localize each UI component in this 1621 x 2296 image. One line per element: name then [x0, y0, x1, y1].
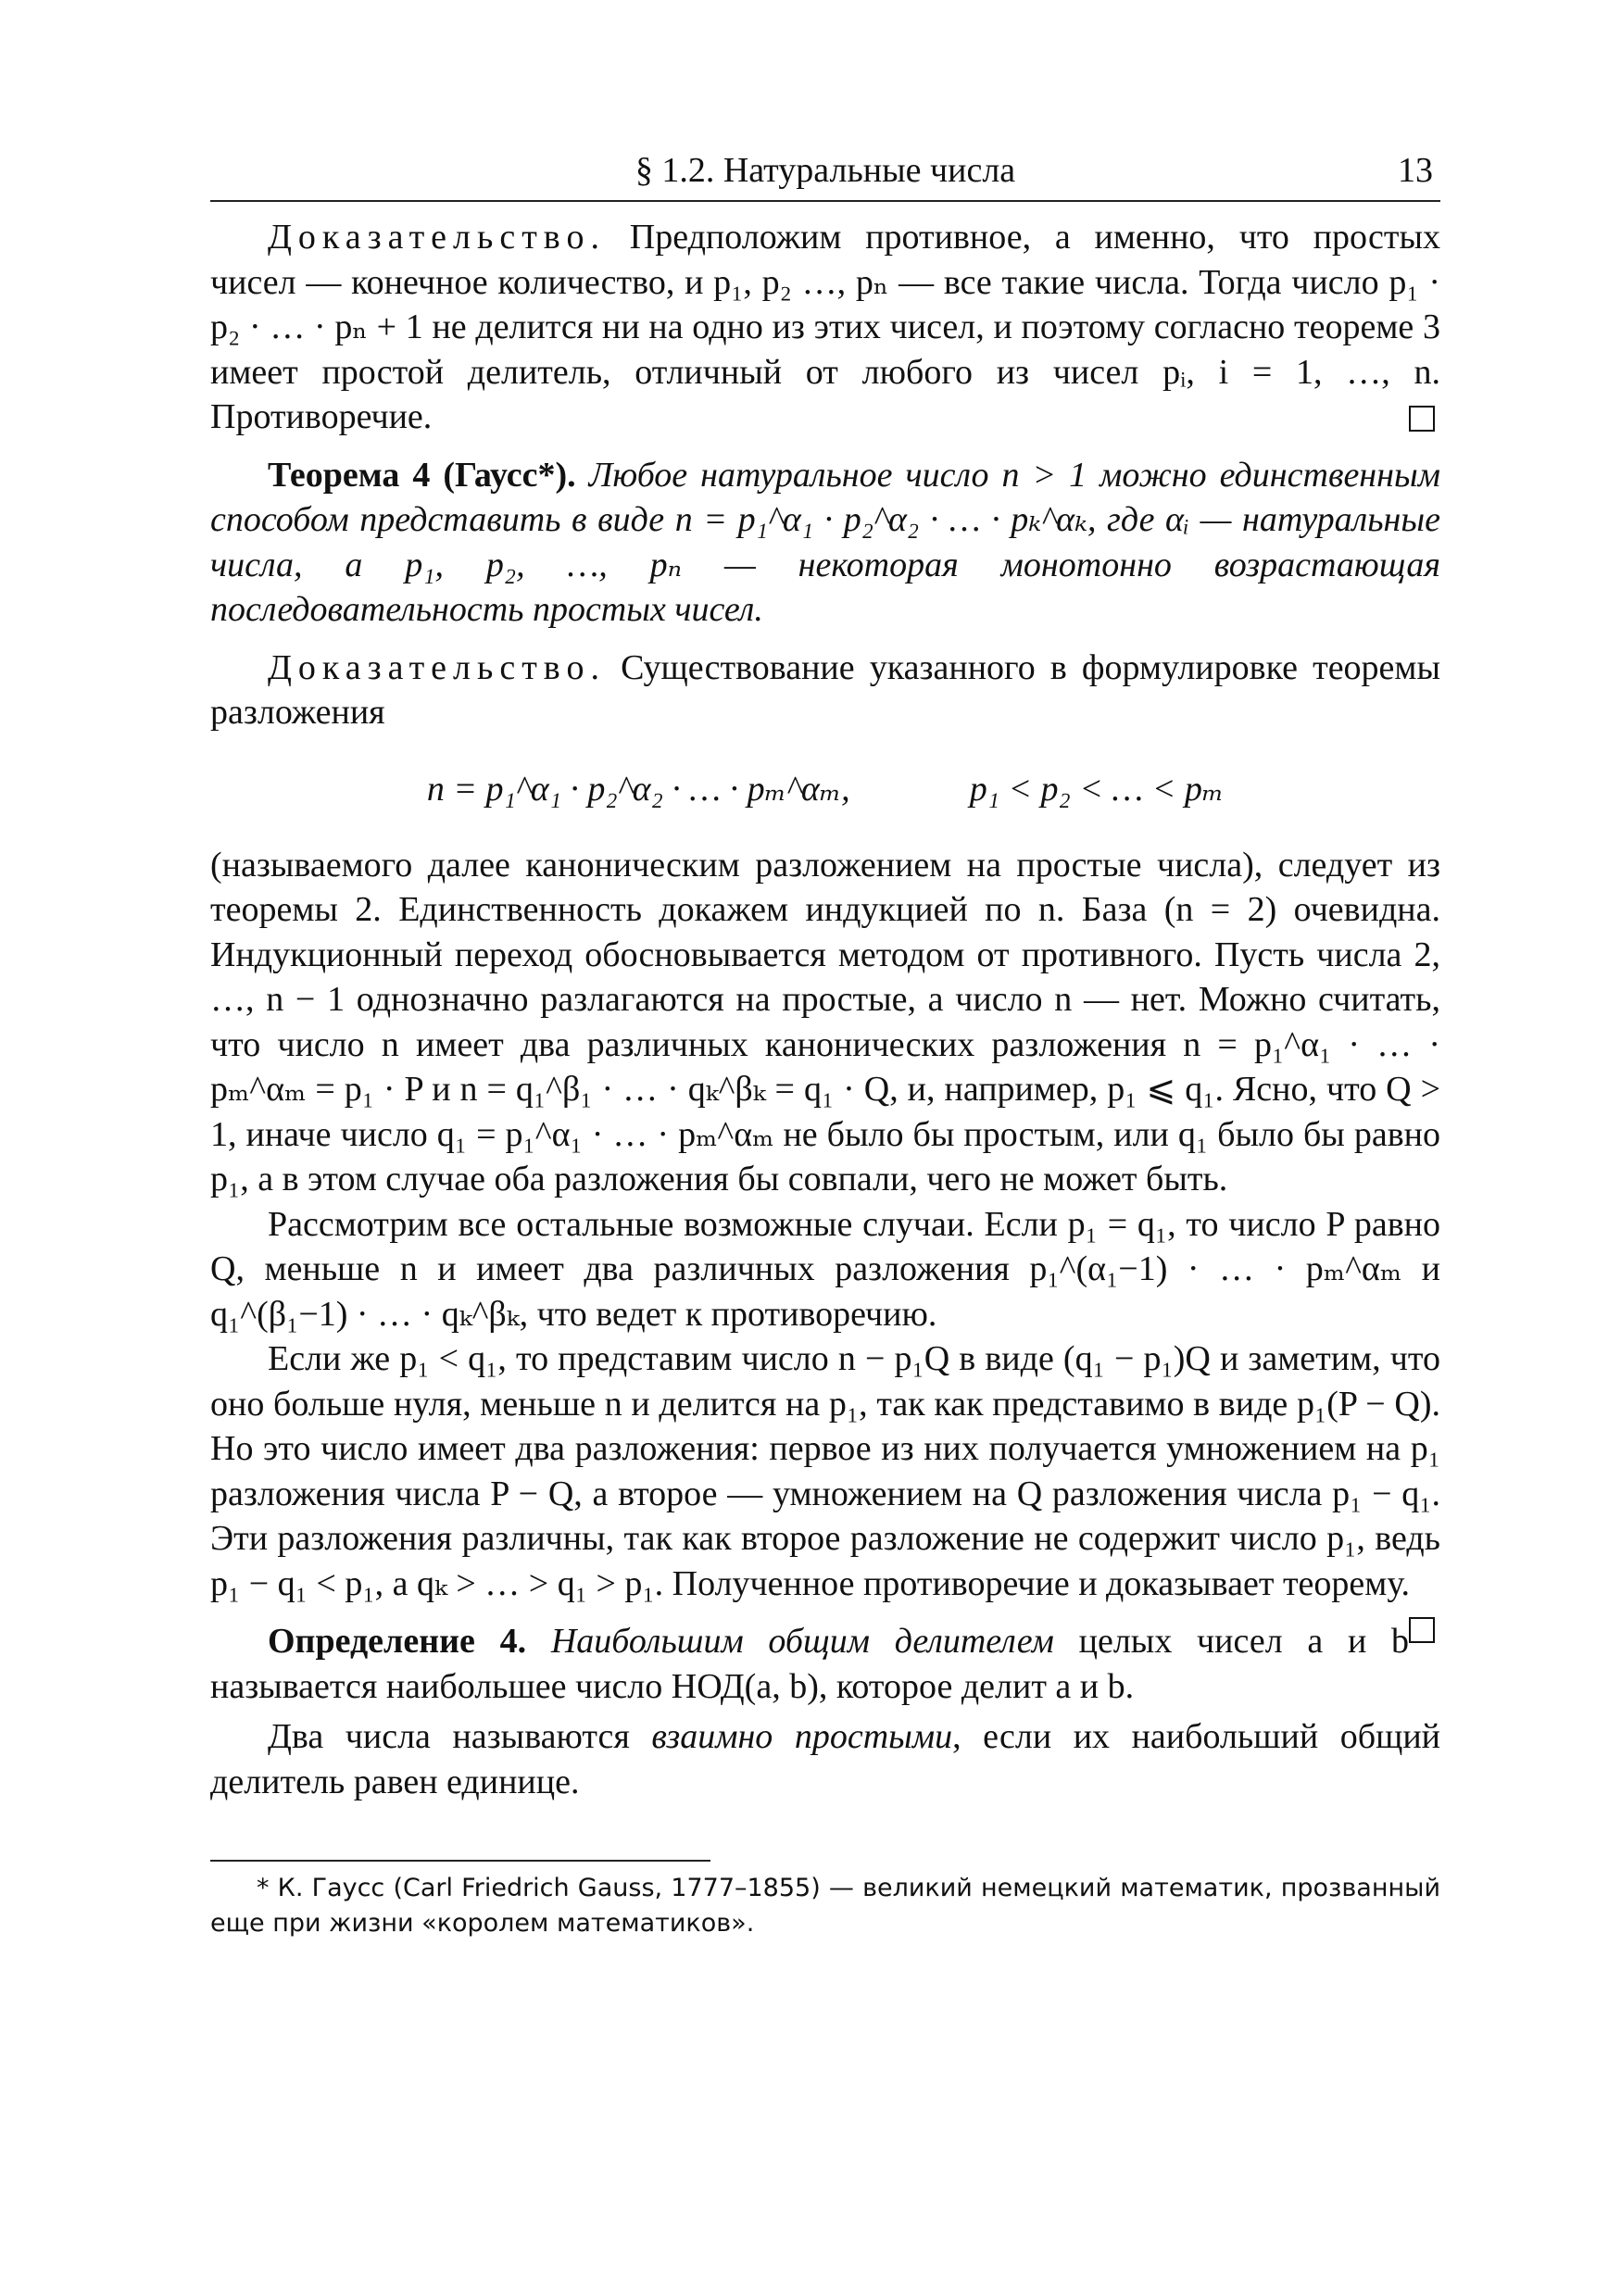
canonical-decomposition-formula	[210, 767, 1440, 811]
coprime-definition	[210, 1714, 1440, 1804]
proof-label: Доказательство.	[268, 647, 606, 687]
page-number: 13	[1398, 151, 1433, 190]
qed-square-icon	[1409, 1617, 1435, 1643]
proof-label: Доказательство.	[268, 218, 606, 257]
proof-intro-text: Существование указанного в формулировке теоремы разложения	[210, 647, 1440, 732]
case-less-paragraph	[210, 1336, 1440, 1606]
definition-text: целых чисел a и b называется наибольшее число НОД(a, b), которое делит a и b.	[210, 1622, 1409, 1706]
uniqueness-paragraph: (называемого далее каноническим разложением на простые числа), следует из теоремы 2. Единственность докажем индукцией по n. База (n = 2) очевидна. Индукционный переход обосновывается методом от противного. Пусть числа 2, …, n − 1 однозначно разлагаются на простые, а число n — нет. Можно считать, что число n имеет два различных канонических разложения n = p₁^α₁ · … · pₘ^αₘ = p₁ · P и n = q₁^β₁ · … · qₖ^βₖ = q₁ · Q, и, например, p₁ ⩽ q₁. Ясно, что Q > 1, иначе число q₁ = p₁^α₁ · … · pₘ^αₘ не было бы простым, или q₁ было бы равно p₁, а в этом случае оба разложения бы совпали, чего не может быть.	[210, 845, 1440, 1198]
running-header	[210, 148, 1440, 202]
theorem-statement: Любое натуральное число n > 1 можно единственным способом представить в виде n = p₁^α₁ · p₂^α₂ · … · pₖ^αₖ, где αᵢ — натуральные числа, а p₁, p₂, …, pₙ — некоторая монотонно возрастающая последовательность простых чисел.	[210, 455, 1440, 629]
coprime-term: взаимно простыми	[651, 1717, 953, 1756]
formula-right: p₁ < p₂ < … < pₘ	[969, 769, 1225, 809]
coprime-text-before: Два числа называются	[268, 1717, 630, 1756]
definition-label: Определение 4.	[268, 1622, 527, 1661]
coprime-text-after: , если их наибольший общий делитель равен единице.	[210, 1717, 1440, 1801]
footnote: * К. Гаусс (Carl Friedrich Gauss, 1777–1855) — великий немецкий математик, прозванный еще при жизни «королем математиков».	[210, 1874, 1440, 1938]
proof-paragraph-1	[210, 215, 1440, 440]
case-less-text: Если же p₁ < q₁, то представим число n − p₁Q в виде (q₁ − p₁)Q и заметим, что оно больше нуля, меньше n и делится на p₁, так как представимо в виде p₁(P − Q). Но это число имеет два разложения: первое из них получается умножением на p₁ разложения числа P − Q, а второе — умножением на Q разложения числа p₁ − q₁. Эти разложения различны, так как второе разложение не содержит число p₁, ведь p₁ − q₁ < p₁, а qₖ > … > q₁ > p₁. Полученное противоречие и доказывает теорему.	[210, 1339, 1440, 1603]
definition-term: Наибольшим общим делителем	[550, 1622, 1054, 1661]
theorem-label: Теорема 4 (Гаусс*).	[268, 455, 576, 495]
definition-4	[210, 1619, 1440, 1709]
theorem-4	[210, 453, 1440, 633]
case-equal-paragraph: Рассмотрим все остальные возможные случаи. Если p₁ = q₁, то число P равно Q, меньше n и имеет два различных разложения p₁^(α₁−1) · … · pₘ^αₘ и q₁^(β₁−1) · … · qₖ^βₖ, что ведет к противоречию.	[210, 1204, 1440, 1334]
qed-square-icon	[1409, 406, 1435, 432]
formula-left: n = p₁^α₁ · p₂^α₂ · … · pₘ^αₘ,	[426, 769, 850, 809]
proof-paragraph-2-intro	[210, 646, 1440, 735]
section-title: § 1.2. Натуральные числа	[635, 151, 1016, 190]
book-page	[210, 148, 1440, 1941]
proof-text: Предположим противное, а именно, что простых чисел — конечное количество, и p₁, p₂ …, pₙ — все такие числа. Тогда число p₁ · p₂ · … · pₙ + 1 не делится ни на одно из этих чисел, и поэтому согласно теореме 3 имеет простой делитель, отличный от любого из чисел pᵢ, i = 1, …, n. Противоречие.	[210, 218, 1440, 436]
footnote-rule	[210, 1860, 710, 1862]
